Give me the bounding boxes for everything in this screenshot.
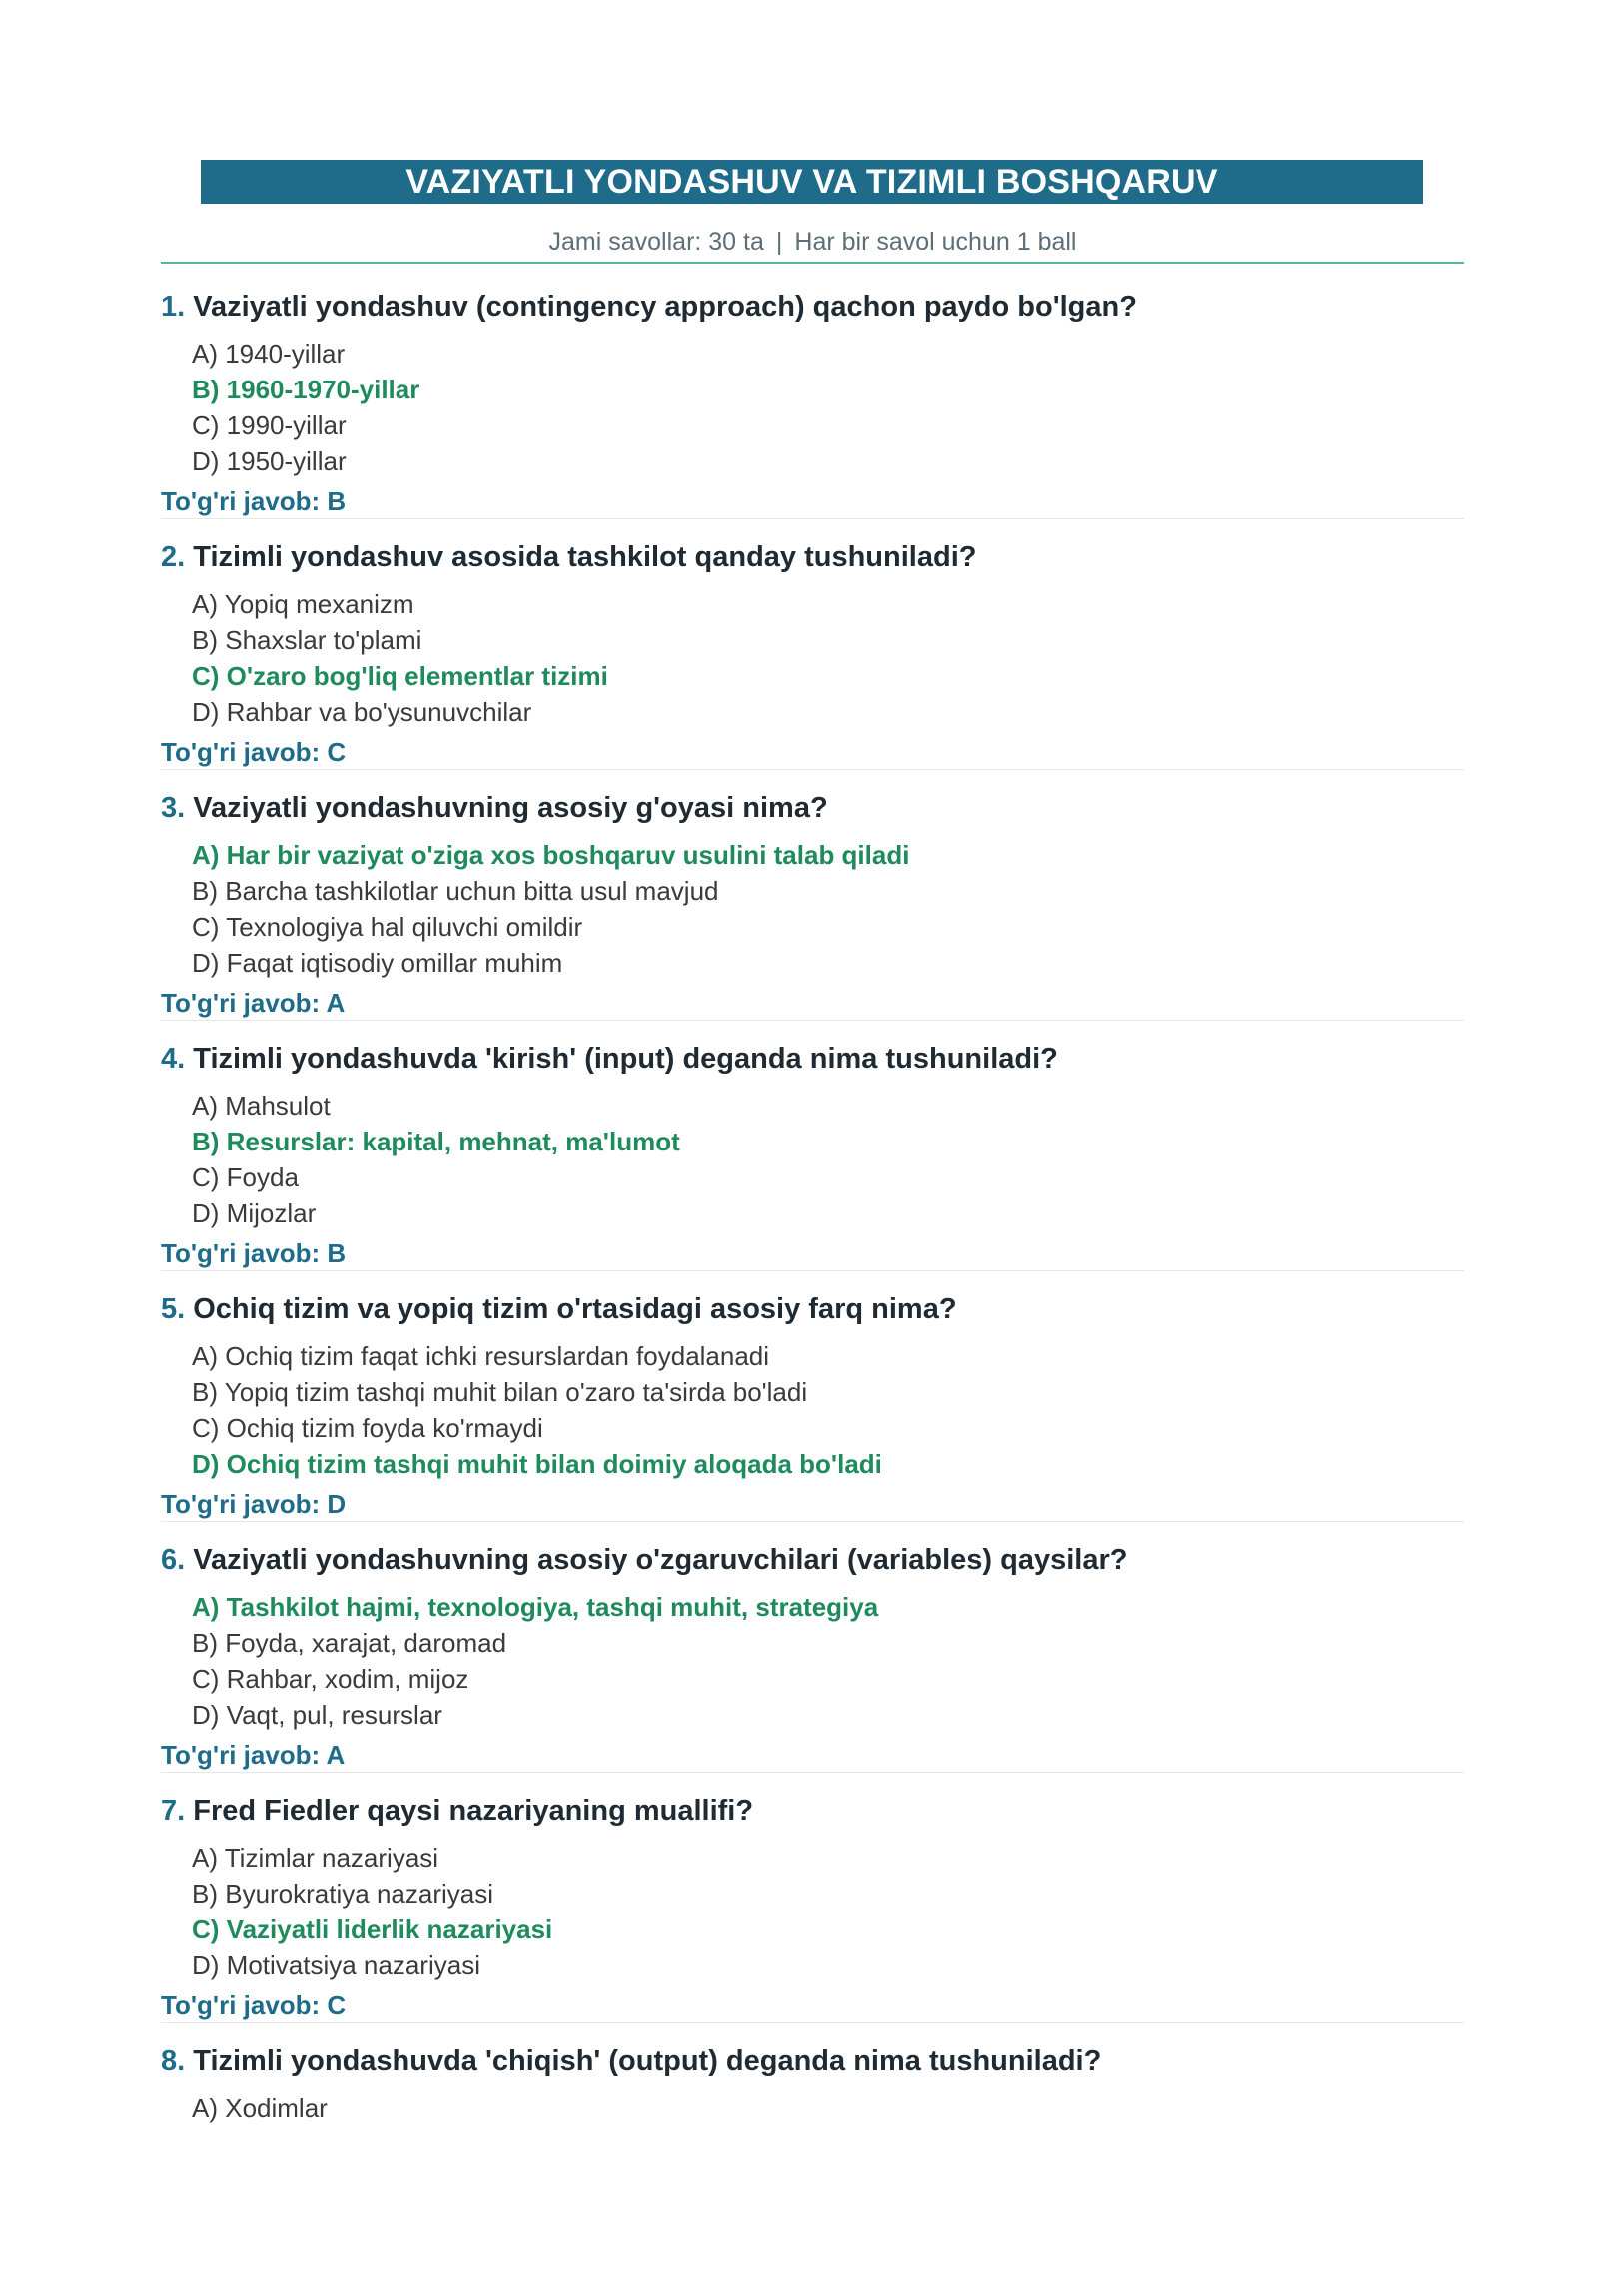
question-number: 2. [161, 541, 186, 573]
question-text: Tizimli yondashuvda 'chiqish' (output) deganda nima tushuniladi? [193, 2045, 1102, 2077]
options-list [192, 336, 419, 479]
answer-option: B) Yopiq tizim tashqi muhit bilan o'zaro ta'sirda bo'ladi [192, 1377, 808, 1407]
question-title [161, 541, 976, 574]
question-block [161, 792, 1464, 1043]
question-number: 1. [161, 291, 186, 323]
answer-option: C) Rahbar, xodim, mijoz [192, 1664, 469, 1694]
answer-option: D) Faqat iqtisodiy omillar muhim [192, 948, 563, 978]
question-title [161, 1043, 1058, 1076]
question-block [161, 2045, 1464, 2296]
total-questions-text: Jami savollar: 30 ta [548, 228, 764, 256]
answer-option: A) Xodimlar [192, 2093, 328, 2123]
answer-option: D) Vaqt, pul, resurslar [192, 1700, 442, 1730]
answer-option: A) Yopiq mexanizm [192, 589, 414, 619]
correct-option: B) 1960-1970-yillar [192, 375, 420, 404]
answer-option: A) Mahsulot [192, 1091, 331, 1121]
questions-list [161, 291, 1464, 2296]
correct-answer-label: To'g'ri javob: A [161, 1740, 346, 1770]
answer-option: D) Rahbar va bo'ysunuvchilar [192, 697, 532, 727]
question-number: 7. [161, 1795, 186, 1827]
question-title [161, 1795, 753, 1828]
correct-option: A) Har bir vaziyat o'ziga xos boshqaruv usulini talab qiladi [192, 840, 910, 870]
question-text: Vaziyatli yondashuvning asosiy o'zgaruvchilari (variables) qaysilar? [193, 1544, 1128, 1576]
question-divider [161, 518, 1464, 519]
question-block [161, 291, 1464, 541]
question-divider [161, 2022, 1464, 2023]
question-divider [161, 769, 1464, 770]
options-list [192, 586, 608, 730]
question-block [161, 1293, 1464, 1544]
question-divider [161, 1020, 1464, 1021]
options-list [192, 1338, 882, 1482]
subtitle-separator: | [775, 228, 783, 256]
correct-option: A) Tashkilot hajmi, texnologiya, tashqi muhit, strategiya [192, 1592, 879, 1622]
correct-answer-label: To'g'ri javob: A [161, 988, 346, 1018]
question-number: 8. [161, 2045, 186, 2077]
correct-option: C) O'zaro bog'liq elementlar tizimi [192, 661, 608, 691]
question-number: 5. [161, 1293, 186, 1325]
question-title [161, 792, 828, 825]
answer-option: D) Mijozlar [192, 1198, 317, 1228]
question-block [161, 1544, 1464, 1795]
header-divider [161, 262, 1464, 264]
correct-answer-label: To'g'ri javob: C [161, 737, 347, 767]
answer-option: B) Byurokratiya nazariyasi [192, 1879, 493, 1909]
question-text: Tizimli yondashuvda 'kirish' (input) deganda nima tushuniladi? [193, 1043, 1058, 1075]
question-divider [161, 1270, 1464, 1271]
correct-answer-label: To'g'ri javob: B [161, 1238, 347, 1268]
question-text: Vaziyatli yondashuvning asosiy g'oyasi nima? [193, 792, 828, 824]
question-text: Tizimli yondashuv asosida tashkilot qanday tushuniladi? [193, 541, 977, 573]
question-block [161, 1043, 1464, 1293]
answer-option: A) Tizimlar nazariyasi [192, 1843, 439, 1873]
options-list [192, 2090, 328, 2126]
correct-answer-label: To'g'ri javob: B [161, 486, 347, 516]
answer-option: A) Ochiq tizim faqat ichki resurslardan foydalanadi [192, 1341, 770, 1371]
answer-option: C) Foyda [192, 1162, 299, 1192]
question-block [161, 541, 1464, 792]
answer-option: C) Texnologiya hal qiluvchi omildir [192, 912, 583, 942]
correct-option: C) Vaziyatli liderlik nazariyasi [192, 1914, 553, 1944]
answer-option: B) Barcha tashkilotlar uchun bitta usul mavjud [192, 876, 719, 906]
answer-option: B) Shaxslar to'plami [192, 625, 422, 655]
document-subtitle [161, 228, 1464, 257]
correct-answer-label: To'g'ri javob: C [161, 1990, 347, 2020]
question-number: 4. [161, 1043, 186, 1075]
options-list [192, 1840, 552, 1983]
correct-answer-label: To'g'ri javob: D [161, 1489, 347, 1519]
question-title [161, 291, 1137, 324]
answer-option: A) 1940-yillar [192, 339, 346, 369]
answer-option: D) Motivatsiya nazariyasi [192, 1950, 480, 1980]
points-per-question-text: Har bir savol uchun 1 ball [794, 228, 1077, 256]
options-list [192, 837, 909, 981]
answer-option: B) Foyda, xarajat, daromad [192, 1628, 507, 1658]
question-text: Ochiq tizim va yopiq tizim o'rtasidagi asosiy farq nima? [193, 1293, 957, 1325]
question-divider [161, 1772, 1464, 1773]
question-title [161, 1293, 957, 1326]
question-title [161, 1544, 1128, 1577]
answer-option: C) 1990-yillar [192, 410, 347, 440]
options-list [192, 1088, 680, 1231]
correct-option: B) Resurslar: kapital, mehnat, ma'lumot [192, 1127, 680, 1156]
question-number: 6. [161, 1544, 186, 1576]
question-text: Vaziyatli yondashuv (contingency approach) qachon paydo bo'lgan? [193, 291, 1137, 323]
document-title: VAZIYATLI YONDASHUV VA TIZIMLI BOSHQARUV [201, 160, 1423, 204]
question-number: 3. [161, 792, 186, 824]
correct-option: D) Ochiq tizim tashqi muhit bilan doimiy aloqada bo'ladi [192, 1449, 882, 1479]
answer-option: C) Ochiq tizim foyda ko'rmaydi [192, 1413, 543, 1443]
question-title [161, 2045, 1101, 2078]
question-divider [161, 1521, 1464, 1522]
question-text: Fred Fiedler qaysi nazariyaning muallifi? [193, 1795, 754, 1827]
question-block [161, 1795, 1464, 2045]
answer-option: D) 1950-yillar [192, 446, 347, 476]
options-list [192, 1589, 878, 1733]
